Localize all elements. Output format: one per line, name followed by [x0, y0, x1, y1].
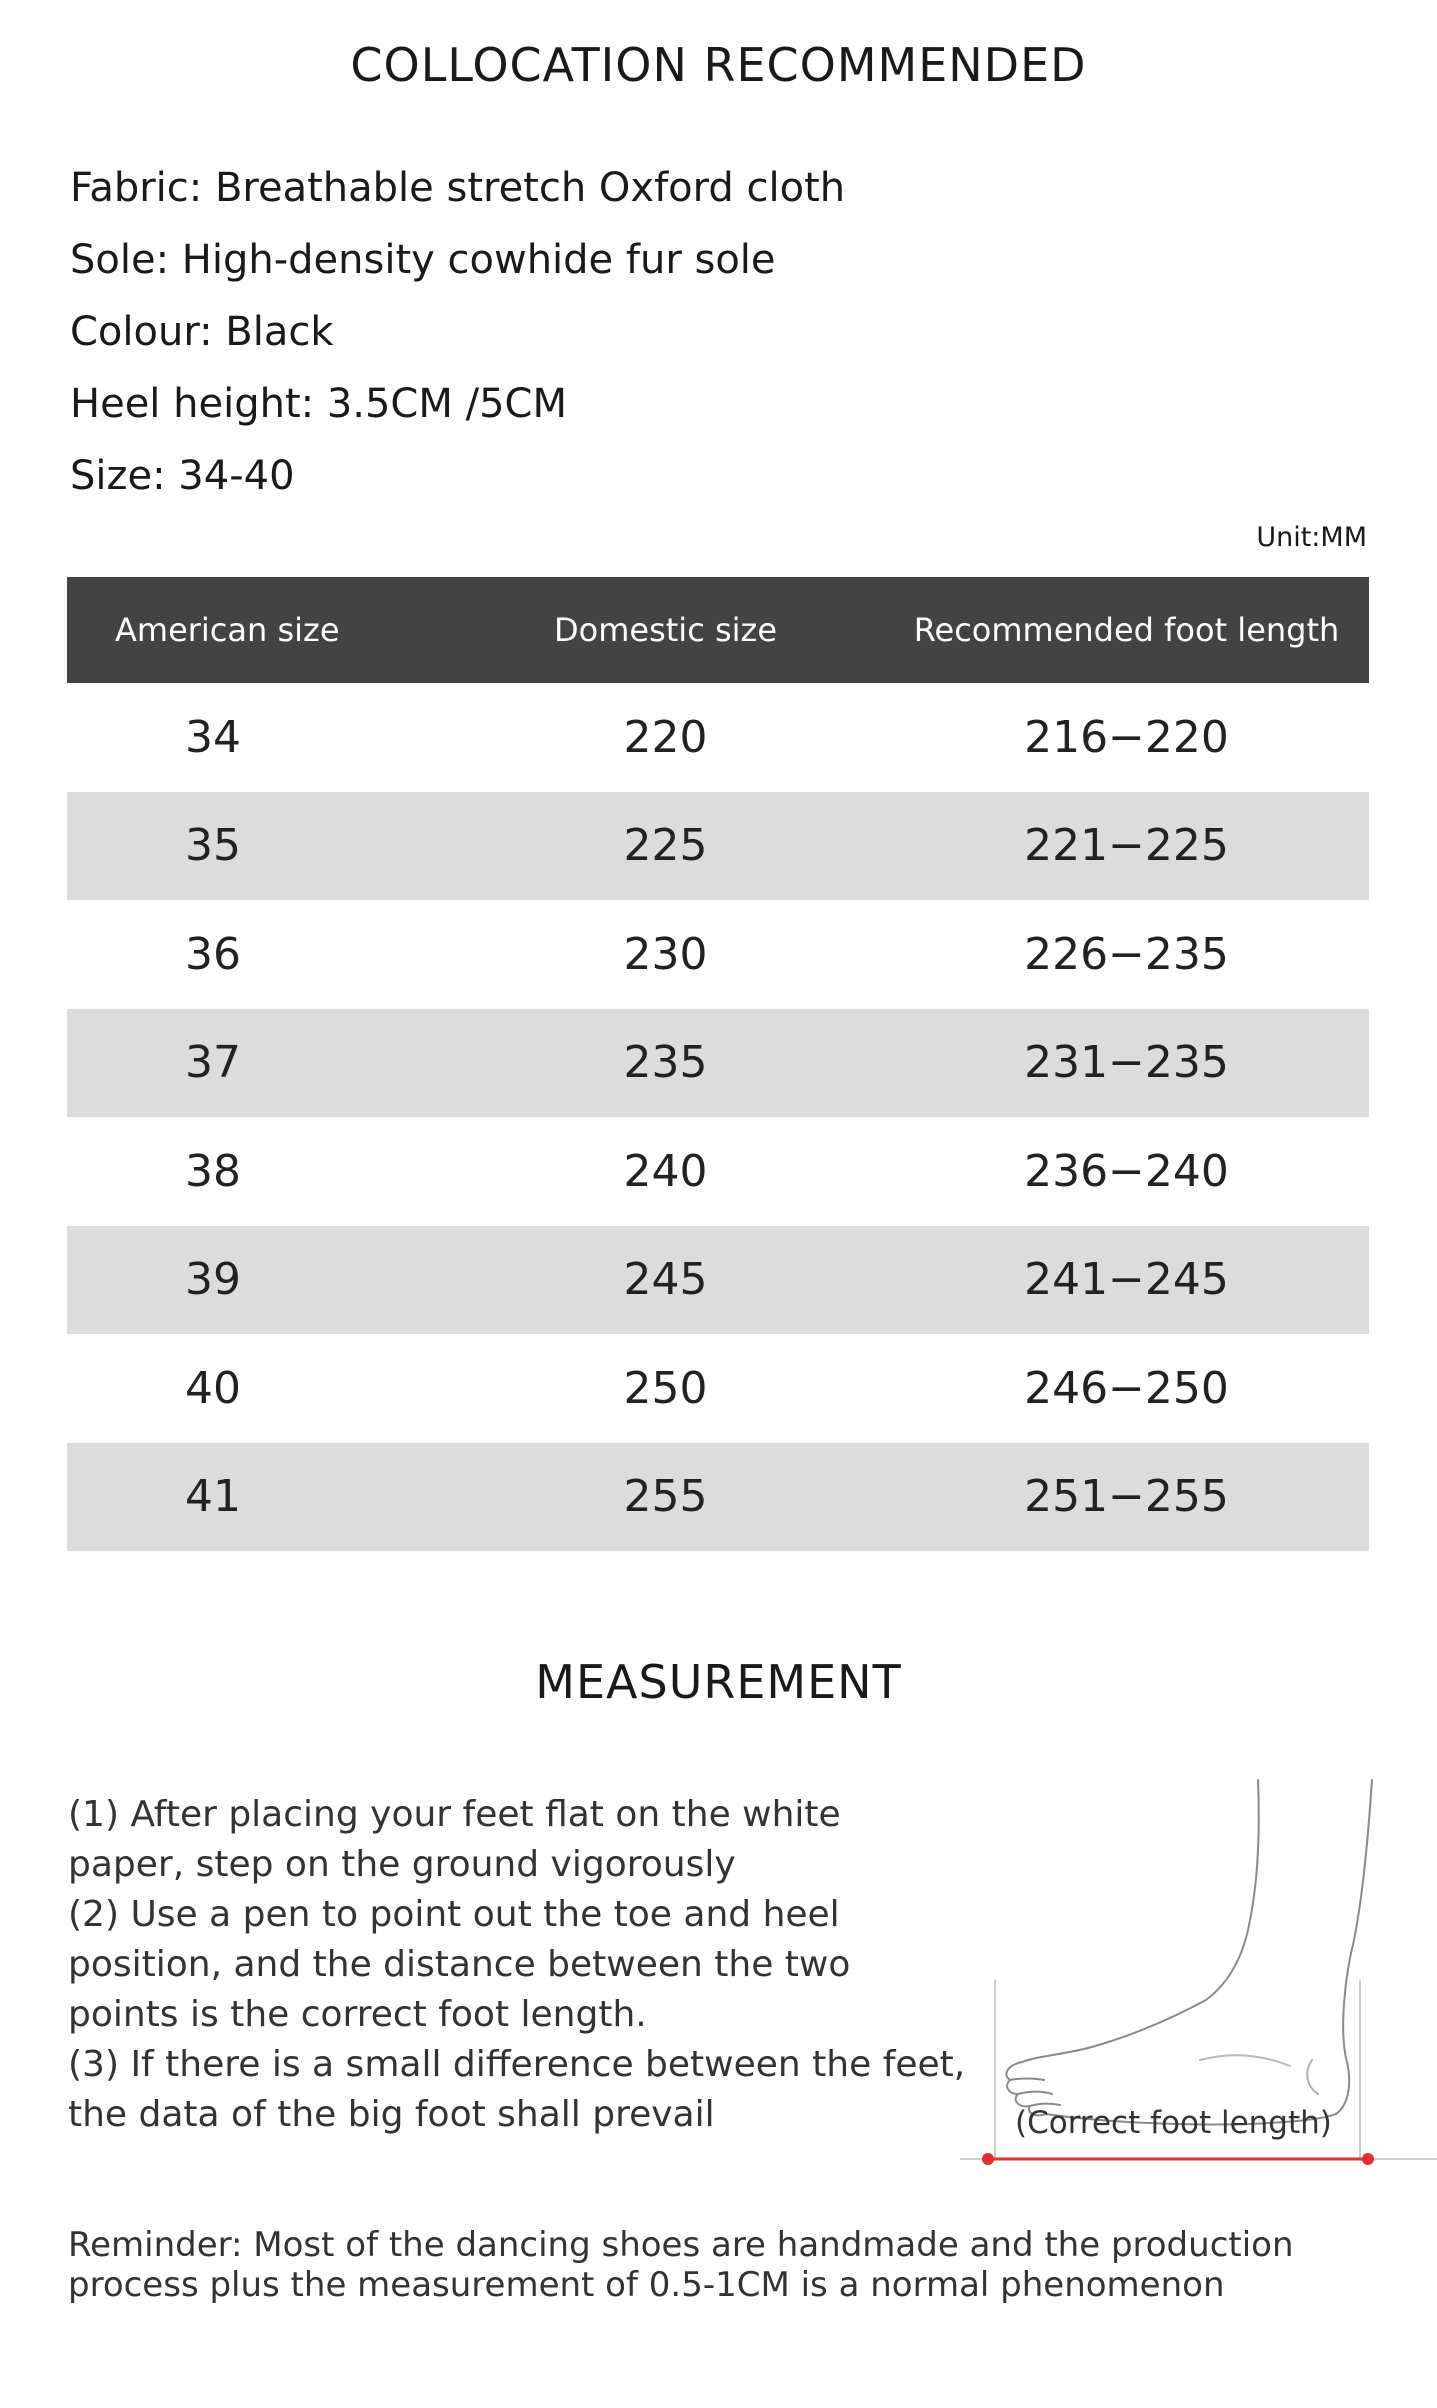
american-size-cell: 35 — [67, 792, 447, 901]
step-3: (3) If there is a small difference between the feet, the data of the big foot shall prevail — [68, 2044, 966, 2135]
foot-length-caption: (Correct foot length) — [1015, 2105, 1332, 2141]
domestic-size-cell: 235 — [447, 1009, 884, 1118]
foot-length-cell: 231−235 — [884, 1009, 1369, 1118]
table-row — [67, 792, 1369, 901]
foot-length-cell: 241−245 — [884, 1226, 1369, 1335]
american-size-cell: 37 — [67, 1009, 447, 1118]
header-american-size: American size — [67, 577, 447, 683]
table-row — [67, 1334, 1369, 1443]
spec-size: Size: 34-40 — [70, 453, 295, 499]
reminder-text: Reminder: Most of the dancing shoes are handmade and the production process plus the measurement of 0.5-1CM is a normal phenomenon — [68, 2225, 1294, 2305]
table-header-row — [67, 577, 1369, 683]
domestic-size-cell: 220 — [623, 711, 708, 763]
domestic-size-cell: 230 — [623, 928, 708, 980]
american-size-cell: 41 — [67, 1443, 447, 1552]
table-row — [67, 1117, 1369, 1226]
foot-length-cell: 226−235 — [1024, 928, 1229, 980]
size-chart-table — [67, 577, 1369, 1551]
domestic-size-cell: 255 — [447, 1443, 884, 1552]
foot-length-cell: 246−250 — [1024, 1362, 1229, 1414]
american-size-cell: 34 — [185, 711, 241, 763]
table-row — [67, 900, 1369, 1009]
american-size-cell: 36 — [185, 928, 241, 980]
american-size-cell: 40 — [185, 1362, 241, 1414]
step-1: (1) After placing your feet flat on the white paper, step on the ground vigorously — [68, 1794, 841, 1885]
table-row — [67, 683, 1369, 792]
domestic-size-cell: 250 — [623, 1362, 708, 1414]
header-domestic-size: Domestic size — [447, 577, 884, 683]
table-row — [67, 1009, 1369, 1118]
spec-colour: Colour: Black — [70, 309, 334, 355]
domestic-size-cell: 245 — [447, 1226, 884, 1335]
table-row — [67, 1443, 1369, 1552]
domestic-size-cell: 225 — [447, 792, 884, 901]
spec-sole: Sole: High-density cowhide fur sole — [70, 237, 776, 283]
spec-fabric: Fabric: Breathable stretch Oxford cloth — [70, 165, 846, 211]
step-2: (2) Use a pen to point out the toe and heel position, and the distance between the two points is the correct foot length. — [68, 1894, 851, 2035]
domestic-size-cell: 240 — [623, 1145, 708, 1197]
foot-length-cell: 251−255 — [884, 1443, 1369, 1552]
measurement-title: MEASUREMENT — [535, 1655, 902, 1709]
foot-length-cell: 221−225 — [884, 792, 1369, 901]
table-row — [67, 1226, 1369, 1335]
collocation-title: COLLOCATION RECOMMENDED — [350, 38, 1087, 92]
american-size-cell: 39 — [67, 1226, 447, 1335]
header-foot-length: Recommended foot length — [884, 577, 1369, 683]
foot-length-cell: 216−220 — [1024, 711, 1229, 763]
measurement-steps — [68, 1790, 968, 2140]
unit-label: Unit:MM — [1256, 522, 1367, 553]
spec-heel-height: Heel height: 3.5CM /5CM — [70, 381, 567, 427]
spec-list — [70, 152, 845, 512]
foot-length-cell: 236−240 — [1024, 1145, 1229, 1197]
measure-line — [960, 2153, 1437, 2165]
american-size-cell: 38 — [185, 1145, 241, 1197]
